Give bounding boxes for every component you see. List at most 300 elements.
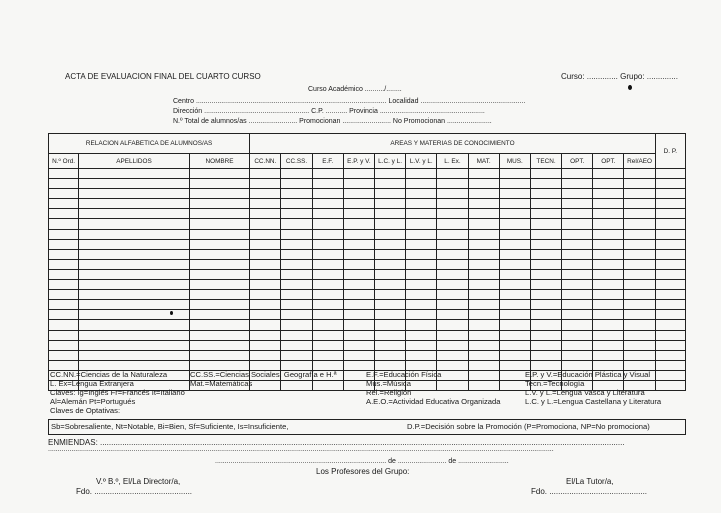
- table-cell[interactable]: [624, 169, 655, 179]
- table-cell[interactable]: [499, 199, 530, 209]
- table-cell[interactable]: [49, 360, 79, 370]
- table-cell[interactable]: [189, 169, 249, 179]
- table-cell[interactable]: [49, 229, 79, 239]
- table-cell[interactable]: [530, 169, 561, 179]
- table-cell[interactable]: [79, 290, 190, 300]
- table-cell[interactable]: [374, 189, 405, 199]
- table-cell[interactable]: [49, 209, 79, 219]
- table-cell[interactable]: [49, 169, 79, 179]
- table-cell[interactable]: [343, 280, 374, 290]
- table-cell[interactable]: [189, 269, 249, 279]
- table-cell[interactable]: [499, 340, 530, 350]
- table-cell[interactable]: [437, 229, 468, 239]
- table-cell[interactable]: [312, 300, 343, 310]
- table-cell[interactable]: [49, 189, 79, 199]
- table-cell[interactable]: [343, 340, 374, 350]
- table-cell[interactable]: [79, 269, 190, 279]
- table-cell[interactable]: [624, 350, 655, 360]
- table-cell[interactable]: [655, 189, 685, 199]
- table-cell[interactable]: [343, 300, 374, 310]
- table-cell[interactable]: [79, 280, 190, 290]
- table-cell[interactable]: [281, 259, 312, 269]
- table-cell[interactable]: [499, 310, 530, 320]
- table-cell[interactable]: [468, 350, 499, 360]
- table-cell[interactable]: [562, 179, 593, 189]
- table-cell[interactable]: [437, 169, 468, 179]
- table-cell[interactable]: [499, 249, 530, 259]
- table-cell[interactable]: [499, 229, 530, 239]
- table-cell[interactable]: [343, 290, 374, 300]
- table-cell[interactable]: [49, 249, 79, 259]
- table-cell[interactable]: [530, 259, 561, 269]
- table-cell[interactable]: [250, 229, 281, 239]
- table-cell[interactable]: [49, 219, 79, 229]
- table-cell[interactable]: [437, 350, 468, 360]
- table-cell[interactable]: [655, 290, 685, 300]
- table-cell[interactable]: [79, 209, 190, 219]
- table-cell[interactable]: [562, 320, 593, 330]
- table-cell[interactable]: [281, 360, 312, 370]
- table-cell[interactable]: [250, 249, 281, 259]
- table-cell[interactable]: [655, 269, 685, 279]
- table-cell[interactable]: [437, 269, 468, 279]
- table-cell[interactable]: [189, 249, 249, 259]
- table-cell[interactable]: [593, 350, 624, 360]
- table-cell[interactable]: [343, 209, 374, 219]
- table-cell[interactable]: [437, 189, 468, 199]
- table-cell[interactable]: [562, 350, 593, 360]
- table-cell[interactable]: [562, 229, 593, 239]
- table-cell[interactable]: [624, 290, 655, 300]
- table-cell[interactable]: [374, 360, 405, 370]
- table-cell[interactable]: [499, 169, 530, 179]
- table-cell[interactable]: [655, 360, 685, 370]
- table-cell[interactable]: [79, 229, 190, 239]
- table-cell[interactable]: [499, 300, 530, 310]
- table-cell[interactable]: [250, 209, 281, 219]
- table-cell[interactable]: [312, 310, 343, 320]
- table-cell[interactable]: [437, 360, 468, 370]
- table-cell[interactable]: [530, 209, 561, 219]
- table-cell[interactable]: [593, 330, 624, 340]
- table-cell[interactable]: [437, 300, 468, 310]
- table-cell[interactable]: [281, 310, 312, 320]
- table-cell[interactable]: [312, 290, 343, 300]
- table-cell[interactable]: [374, 280, 405, 290]
- table-cell[interactable]: [281, 340, 312, 350]
- table-cell[interactable]: [374, 320, 405, 330]
- table-cell[interactable]: [468, 179, 499, 189]
- table-cell[interactable]: [406, 209, 437, 219]
- table-cell[interactable]: [655, 249, 685, 259]
- table-cell[interactable]: [189, 320, 249, 330]
- table-cell[interactable]: [79, 350, 190, 360]
- table-cell[interactable]: [250, 179, 281, 189]
- table-cell[interactable]: [655, 340, 685, 350]
- table-cell[interactable]: [468, 209, 499, 219]
- table-cell[interactable]: [312, 219, 343, 229]
- table-cell[interactable]: [79, 179, 190, 189]
- table-cell[interactable]: [530, 340, 561, 350]
- table-cell[interactable]: [468, 310, 499, 320]
- table-cell[interactable]: [530, 229, 561, 239]
- table-cell[interactable]: [530, 320, 561, 330]
- table-cell[interactable]: [281, 249, 312, 259]
- table-cell[interactable]: [189, 280, 249, 290]
- table-cell[interactable]: [530, 310, 561, 320]
- table-cell[interactable]: [406, 290, 437, 300]
- table-cell[interactable]: [406, 249, 437, 259]
- table-cell[interactable]: [49, 340, 79, 350]
- table-cell[interactable]: [312, 199, 343, 209]
- table-cell[interactable]: [49, 290, 79, 300]
- table-cell[interactable]: [499, 219, 530, 229]
- table-cell[interactable]: [189, 209, 249, 219]
- table-cell[interactable]: [79, 219, 190, 229]
- table-cell[interactable]: [499, 330, 530, 340]
- table-cell[interactable]: [468, 259, 499, 269]
- table-cell[interactable]: [312, 209, 343, 219]
- table-cell[interactable]: [468, 269, 499, 279]
- table-cell[interactable]: [624, 310, 655, 320]
- table-cell[interactable]: [624, 330, 655, 340]
- table-cell[interactable]: [250, 219, 281, 229]
- table-cell[interactable]: [530, 269, 561, 279]
- table-cell[interactable]: [281, 320, 312, 330]
- table-cell[interactable]: [437, 340, 468, 350]
- table-cell[interactable]: [468, 320, 499, 330]
- table-cell[interactable]: [624, 259, 655, 269]
- table-cell[interactable]: [343, 189, 374, 199]
- table-cell[interactable]: [374, 239, 405, 249]
- table-cell[interactable]: [250, 330, 281, 340]
- table-cell[interactable]: [281, 179, 312, 189]
- table-cell[interactable]: [437, 239, 468, 249]
- table-cell[interactable]: [312, 229, 343, 239]
- table-cell[interactable]: [499, 179, 530, 189]
- table-cell[interactable]: [79, 239, 190, 249]
- table-cell[interactable]: [593, 310, 624, 320]
- table-cell[interactable]: [468, 189, 499, 199]
- table-cell[interactable]: [530, 239, 561, 249]
- table-cell[interactable]: [624, 280, 655, 290]
- table-cell[interactable]: [374, 300, 405, 310]
- table-cell[interactable]: [312, 330, 343, 340]
- table-cell[interactable]: [562, 300, 593, 310]
- table-cell[interactable]: [250, 350, 281, 360]
- table-cell[interactable]: [374, 229, 405, 239]
- table-cell[interactable]: [49, 259, 79, 269]
- table-cell[interactable]: [593, 300, 624, 310]
- table-cell[interactable]: [624, 300, 655, 310]
- table-cell[interactable]: [624, 239, 655, 249]
- table-cell[interactable]: [593, 269, 624, 279]
- table-cell[interactable]: [562, 239, 593, 249]
- table-cell[interactable]: [281, 219, 312, 229]
- table-cell[interactable]: [468, 280, 499, 290]
- table-cell[interactable]: [374, 209, 405, 219]
- table-cell[interactable]: [624, 229, 655, 239]
- table-cell[interactable]: [281, 290, 312, 300]
- table-cell[interactable]: [530, 199, 561, 209]
- table-cell[interactable]: [250, 259, 281, 269]
- table-cell[interactable]: [468, 239, 499, 249]
- table-cell[interactable]: [312, 280, 343, 290]
- table-cell[interactable]: [406, 330, 437, 340]
- table-cell[interactable]: [49, 199, 79, 209]
- table-cell[interactable]: [655, 280, 685, 290]
- table-cell[interactable]: [312, 350, 343, 360]
- table-cell[interactable]: [374, 310, 405, 320]
- table-cell[interactable]: [437, 320, 468, 330]
- table-cell[interactable]: [593, 290, 624, 300]
- table-cell[interactable]: [312, 269, 343, 279]
- table-cell[interactable]: [562, 340, 593, 350]
- table-cell[interactable]: [343, 239, 374, 249]
- table-cell[interactable]: [655, 219, 685, 229]
- table-cell[interactable]: [343, 269, 374, 279]
- table-cell[interactable]: [189, 239, 249, 249]
- table-cell[interactable]: [406, 189, 437, 199]
- table-cell[interactable]: [281, 199, 312, 209]
- table-cell[interactable]: [624, 179, 655, 189]
- table-cell[interactable]: [250, 340, 281, 350]
- table-cell[interactable]: [562, 360, 593, 370]
- table-cell[interactable]: [49, 239, 79, 249]
- table-cell[interactable]: [468, 300, 499, 310]
- table-cell[interactable]: [79, 249, 190, 259]
- table-cell[interactable]: [374, 219, 405, 229]
- table-cell[interactable]: [343, 310, 374, 320]
- table-cell[interactable]: [250, 280, 281, 290]
- table-cell[interactable]: [562, 330, 593, 340]
- table-cell[interactable]: [406, 350, 437, 360]
- table-cell[interactable]: [79, 259, 190, 269]
- table-cell[interactable]: [437, 259, 468, 269]
- table-cell[interactable]: [281, 209, 312, 219]
- table-cell[interactable]: [562, 199, 593, 209]
- table-cell[interactable]: [530, 360, 561, 370]
- table-cell[interactable]: [437, 310, 468, 320]
- table-cell[interactable]: [343, 360, 374, 370]
- table-cell[interactable]: [593, 320, 624, 330]
- table-cell[interactable]: [281, 280, 312, 290]
- table-cell[interactable]: [562, 290, 593, 300]
- table-cell[interactable]: [343, 169, 374, 179]
- table-cell[interactable]: [189, 179, 249, 189]
- table-cell[interactable]: [406, 269, 437, 279]
- table-cell[interactable]: [49, 179, 79, 189]
- table-cell[interactable]: [593, 360, 624, 370]
- table-cell[interactable]: [468, 330, 499, 340]
- table-cell[interactable]: [250, 310, 281, 320]
- table-cell[interactable]: [499, 350, 530, 360]
- table-cell[interactable]: [499, 280, 530, 290]
- table-cell[interactable]: [562, 269, 593, 279]
- table-cell[interactable]: [374, 179, 405, 189]
- table-cell[interactable]: [468, 249, 499, 259]
- table-cell[interactable]: [250, 189, 281, 199]
- table-cell[interactable]: [499, 269, 530, 279]
- table-cell[interactable]: [530, 350, 561, 360]
- table-cell[interactable]: [79, 320, 190, 330]
- table-cell[interactable]: [281, 300, 312, 310]
- table-cell[interactable]: [593, 199, 624, 209]
- table-cell[interactable]: [189, 189, 249, 199]
- table-cell[interactable]: [343, 229, 374, 239]
- table-cell[interactable]: [79, 340, 190, 350]
- table-cell[interactable]: [49, 330, 79, 340]
- table-cell[interactable]: [189, 300, 249, 310]
- table-cell[interactable]: [593, 219, 624, 229]
- table-cell[interactable]: [624, 320, 655, 330]
- table-cell[interactable]: [281, 169, 312, 179]
- table-cell[interactable]: [343, 219, 374, 229]
- table-cell[interactable]: [624, 189, 655, 199]
- table-cell[interactable]: [562, 310, 593, 320]
- table-cell[interactable]: [374, 169, 405, 179]
- table-cell[interactable]: [374, 249, 405, 259]
- table-cell[interactable]: [343, 350, 374, 360]
- table-cell[interactable]: [499, 239, 530, 249]
- table-cell[interactable]: [468, 169, 499, 179]
- table-cell[interactable]: [593, 169, 624, 179]
- table-cell[interactable]: [281, 269, 312, 279]
- table-cell[interactable]: [374, 269, 405, 279]
- table-cell[interactable]: [374, 340, 405, 350]
- table-cell[interactable]: [499, 189, 530, 199]
- table-cell[interactable]: [49, 269, 79, 279]
- table-cell[interactable]: [562, 169, 593, 179]
- table-cell[interactable]: [593, 239, 624, 249]
- table-cell[interactable]: [437, 280, 468, 290]
- table-cell[interactable]: [593, 280, 624, 290]
- table-cell[interactable]: [624, 360, 655, 370]
- table-cell[interactable]: [530, 280, 561, 290]
- table-cell[interactable]: [593, 259, 624, 269]
- table-cell[interactable]: [406, 229, 437, 239]
- table-cell[interactable]: [343, 249, 374, 259]
- table-cell[interactable]: [343, 320, 374, 330]
- table-cell[interactable]: [281, 229, 312, 239]
- table-cell[interactable]: [655, 229, 685, 239]
- table-cell[interactable]: [281, 189, 312, 199]
- table-cell[interactable]: [655, 179, 685, 189]
- table-cell[interactable]: [79, 360, 190, 370]
- table-cell[interactable]: [406, 179, 437, 189]
- table-cell[interactable]: [655, 300, 685, 310]
- table-cell[interactable]: [49, 310, 79, 320]
- table-cell[interactable]: [562, 189, 593, 199]
- table-cell[interactable]: [530, 290, 561, 300]
- table-cell[interactable]: [406, 300, 437, 310]
- table-cell[interactable]: [312, 249, 343, 259]
- table-cell[interactable]: [562, 259, 593, 269]
- table-cell[interactable]: [250, 300, 281, 310]
- table-cell[interactable]: [624, 340, 655, 350]
- table-cell[interactable]: [624, 199, 655, 209]
- table-cell[interactable]: [624, 249, 655, 259]
- table-cell[interactable]: [562, 219, 593, 229]
- table-cell[interactable]: [530, 249, 561, 259]
- table-cell[interactable]: [499, 360, 530, 370]
- table-cell[interactable]: [49, 320, 79, 330]
- table-cell[interactable]: [79, 330, 190, 340]
- table-cell[interactable]: [374, 350, 405, 360]
- table-cell[interactable]: [79, 300, 190, 310]
- table-cell[interactable]: [312, 320, 343, 330]
- table-cell[interactable]: [624, 219, 655, 229]
- table-cell[interactable]: [499, 209, 530, 219]
- table-cell[interactable]: [562, 280, 593, 290]
- table-cell[interactable]: [406, 340, 437, 350]
- table-cell[interactable]: [530, 300, 561, 310]
- table-cell[interactable]: [655, 350, 685, 360]
- table-cell[interactable]: [655, 209, 685, 219]
- table-cell[interactable]: [655, 259, 685, 269]
- table-cell[interactable]: [530, 330, 561, 340]
- table-cell[interactable]: [374, 290, 405, 300]
- table-cell[interactable]: [189, 350, 249, 360]
- table-cell[interactable]: [250, 269, 281, 279]
- table-cell[interactable]: [406, 169, 437, 179]
- table-cell[interactable]: [189, 340, 249, 350]
- table-cell[interactable]: [593, 229, 624, 239]
- table-cell[interactable]: [189, 310, 249, 320]
- table-cell[interactable]: [189, 259, 249, 269]
- table-cell[interactable]: [624, 209, 655, 219]
- table-cell[interactable]: [312, 259, 343, 269]
- table-cell[interactable]: [250, 239, 281, 249]
- table-cell[interactable]: [281, 330, 312, 340]
- table-cell[interactable]: [406, 219, 437, 229]
- table-cell[interactable]: [189, 360, 249, 370]
- table-cell[interactable]: [250, 169, 281, 179]
- table-cell[interactable]: [79, 199, 190, 209]
- table-cell[interactable]: [593, 249, 624, 259]
- table-cell[interactable]: [530, 219, 561, 229]
- table-cell[interactable]: [312, 169, 343, 179]
- table-cell[interactable]: [655, 310, 685, 320]
- table-cell[interactable]: [343, 199, 374, 209]
- table-cell[interactable]: [406, 280, 437, 290]
- table-cell[interactable]: [343, 330, 374, 340]
- table-cell[interactable]: [562, 249, 593, 259]
- table-cell[interactable]: [250, 360, 281, 370]
- table-cell[interactable]: [312, 179, 343, 189]
- table-cell[interactable]: [406, 259, 437, 269]
- table-cell[interactable]: [312, 360, 343, 370]
- table-cell[interactable]: [437, 209, 468, 219]
- table-cell[interactable]: [593, 340, 624, 350]
- table-cell[interactable]: [250, 199, 281, 209]
- table-cell[interactable]: [624, 269, 655, 279]
- table-cell[interactable]: [374, 199, 405, 209]
- table-cell[interactable]: [499, 259, 530, 269]
- table-cell[interactable]: [655, 169, 685, 179]
- table-cell[interactable]: [189, 199, 249, 209]
- table-cell[interactable]: [437, 219, 468, 229]
- table-cell[interactable]: [437, 290, 468, 300]
- table-cell[interactable]: [593, 189, 624, 199]
- table-cell[interactable]: [468, 219, 499, 229]
- table-cell[interactable]: [374, 259, 405, 269]
- table-cell[interactable]: [343, 179, 374, 189]
- table-cell[interactable]: [374, 330, 405, 340]
- table-cell[interactable]: [281, 350, 312, 360]
- table-cell[interactable]: [406, 199, 437, 209]
- table-cell[interactable]: [189, 219, 249, 229]
